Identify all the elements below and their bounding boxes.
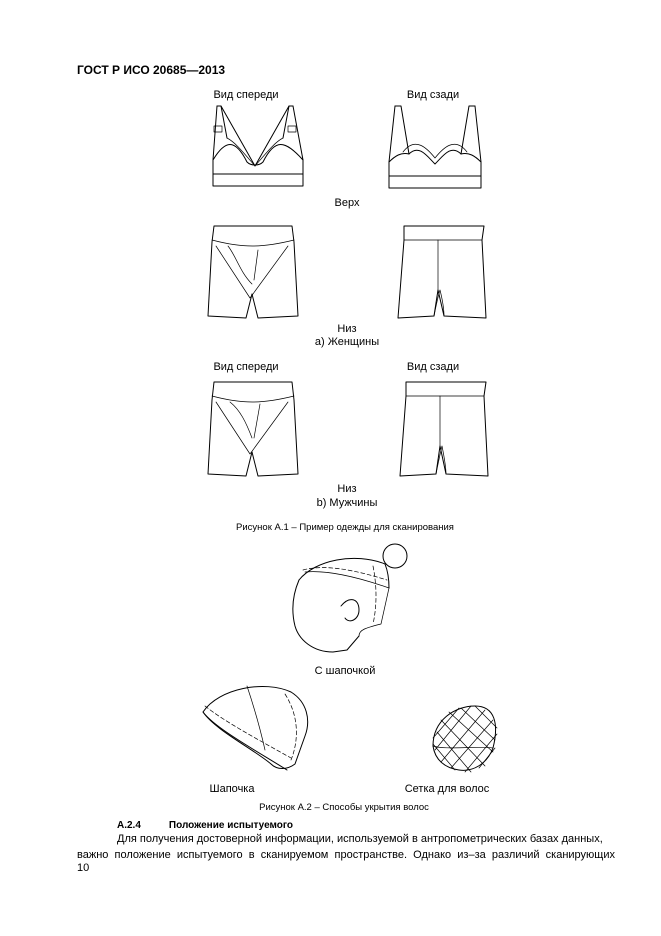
label-view-back: Вид сзади	[406, 89, 460, 101]
men-shorts-back-drawing	[396, 378, 496, 478]
cap-drawing	[195, 680, 315, 780]
figure-a2-caption: Рисунок А.2 – Способы укрытия волос	[259, 802, 429, 813]
label-hair-net: Сетка для волос	[404, 783, 490, 795]
women-shorts-front-drawing	[202, 220, 302, 320]
bra-front-drawing	[205, 100, 305, 192]
label-women: a) Женщины	[314, 336, 380, 348]
label-view-back-men: Вид сзади	[406, 361, 460, 373]
label-view-front: Вид спереди	[213, 89, 279, 101]
hair-net-drawing	[425, 700, 505, 780]
label-view-front-men: Вид спереди	[213, 361, 279, 373]
label-top: Верх	[334, 197, 360, 209]
bra-back-drawing	[385, 100, 485, 192]
section-number: А.2.4	[117, 820, 141, 831]
label-with-cap: С шапочкой	[314, 665, 376, 677]
men-shorts-front-drawing	[202, 378, 302, 478]
label-bottom-men: Низ	[337, 483, 357, 495]
paragraph-line-1: Для получения достоверной информации, используемой в антропометрических базах данных,	[117, 833, 603, 845]
label-cap: Шапочка	[209, 783, 255, 795]
paragraph-line-2: важно положение испытуемого в сканируемом пространстве. Однако из–за различий сканирующих	[77, 849, 615, 861]
label-bottom-women: Низ	[337, 323, 357, 335]
figure-a1-caption: Рисунок А.1 – Пример одежды для сканирования	[236, 522, 454, 533]
label-men: b) Мужчины	[316, 497, 378, 509]
section-heading	[117, 820, 293, 831]
document-header: ГОСТ Р ИСО 20685—2013	[77, 63, 226, 77]
page-number: 10	[77, 862, 90, 874]
section-title: Положение испытуемого	[168, 820, 294, 831]
head-with-cap-drawing	[285, 540, 415, 660]
women-shorts-back-drawing	[394, 220, 494, 320]
